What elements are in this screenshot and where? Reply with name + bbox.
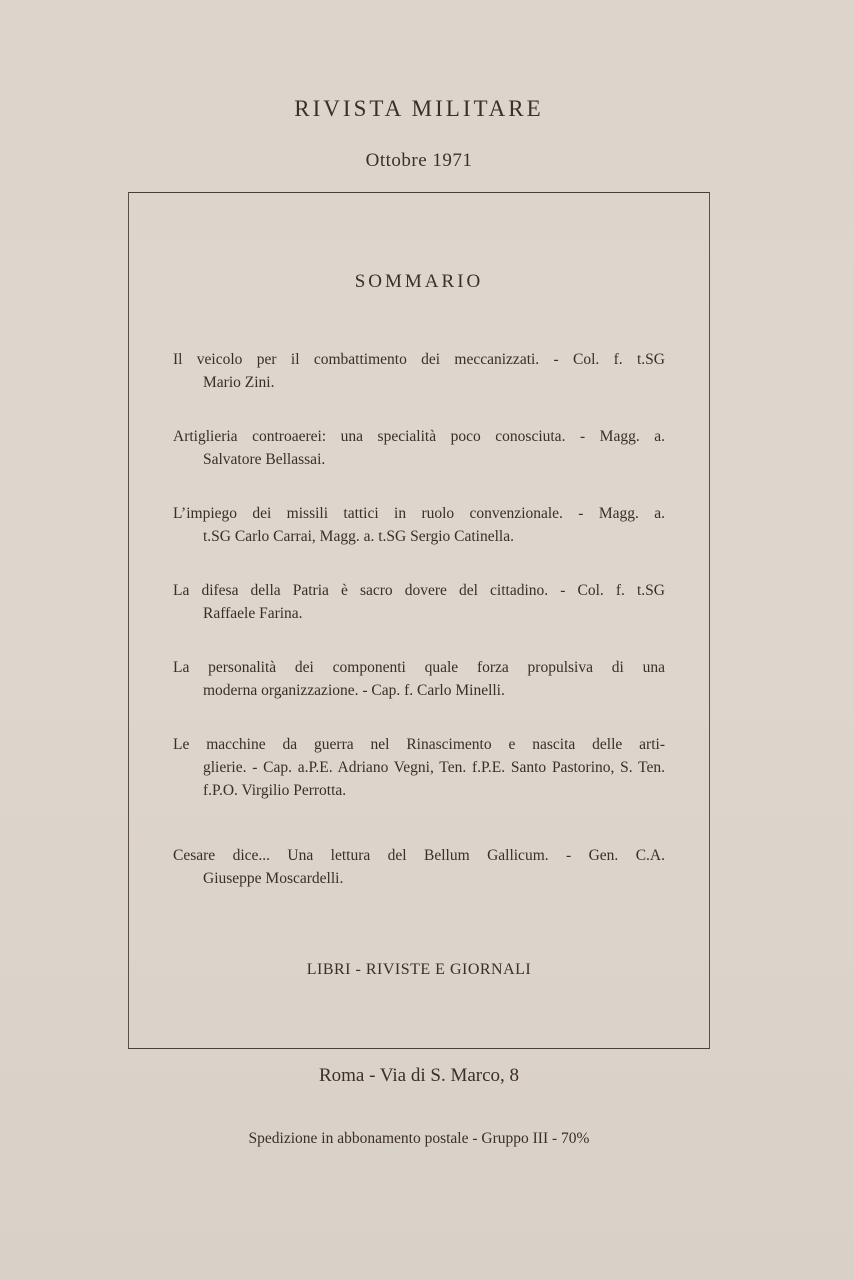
- toc-entry-first-line: La difesa della Patria è sacro dovere del cittadino. - Col. f. t.SG: [173, 582, 665, 599]
- toc-entry-continuation: Raffaele Farina.: [203, 605, 303, 622]
- toc-entry-continuation: moderna organizzazione. - Cap. f. Carlo Minelli.: [203, 682, 505, 699]
- postal-shipping-note: Spedizione in abbonamento postale - Gruppo III - 70%: [248, 1130, 590, 1147]
- toc-heading: SOMMARIO: [354, 271, 484, 292]
- toc-entry: [173, 579, 665, 625]
- publisher-address: Roma - Via di S. Marco, 8: [318, 1065, 520, 1086]
- toc-entry: [173, 656, 665, 702]
- journal-title: RIVISTA MILITARE: [294, 96, 544, 121]
- table-of-contents-box: [128, 192, 710, 1049]
- toc-entry: [173, 844, 665, 890]
- toc-entry-continuation: t.SG Carlo Carrai, Magg. a. t.SG Sergio Catinella.: [203, 528, 514, 545]
- toc-entry: [173, 425, 665, 471]
- toc-entry-first-line: Cesare dice... Una lettura del Bellum Gallicum. - Gen. C.A.: [173, 847, 665, 864]
- issue-date: Ottobre 1971: [365, 150, 473, 171]
- toc-entry: [173, 733, 665, 802]
- toc-entry: [173, 348, 665, 394]
- toc-entry-first-line: Il veicolo per il combattimento dei meccanizzati. - Col. f. t.SG: [173, 351, 665, 368]
- toc-entry-continuation: Salvatore Bellassai.: [203, 451, 326, 468]
- toc-entry-first-line: La personalità dei componenti quale forza propulsiva di una: [173, 659, 665, 676]
- toc-entry: [173, 502, 665, 548]
- toc-entry-first-line: Artiglieria controaerei: una specialità poco conosciuta. - Magg. a.: [173, 428, 665, 445]
- toc-entry-first-line: Le macchine da guerra nel Rinascimento e nascita delle arti-: [173, 736, 665, 753]
- toc-entry-first-line: L’impiego dei missili tattici in ruolo convenzionale. - Magg. a.: [173, 505, 665, 522]
- toc-entry-continuation: Mario Zini.: [203, 374, 275, 391]
- toc-entry-continuation: glierie. - Cap. a.P.E. Adriano Vegni, Ten. f.P.E. Santo Pastorino, S. Ten. f.P.O. Virgilio Perrotta.: [203, 759, 665, 799]
- toc-entry-continuation: Giuseppe Moscardelli.: [203, 870, 344, 887]
- toc-footer-section: LIBRI - RIVISTE E GIORNALI: [306, 961, 532, 978]
